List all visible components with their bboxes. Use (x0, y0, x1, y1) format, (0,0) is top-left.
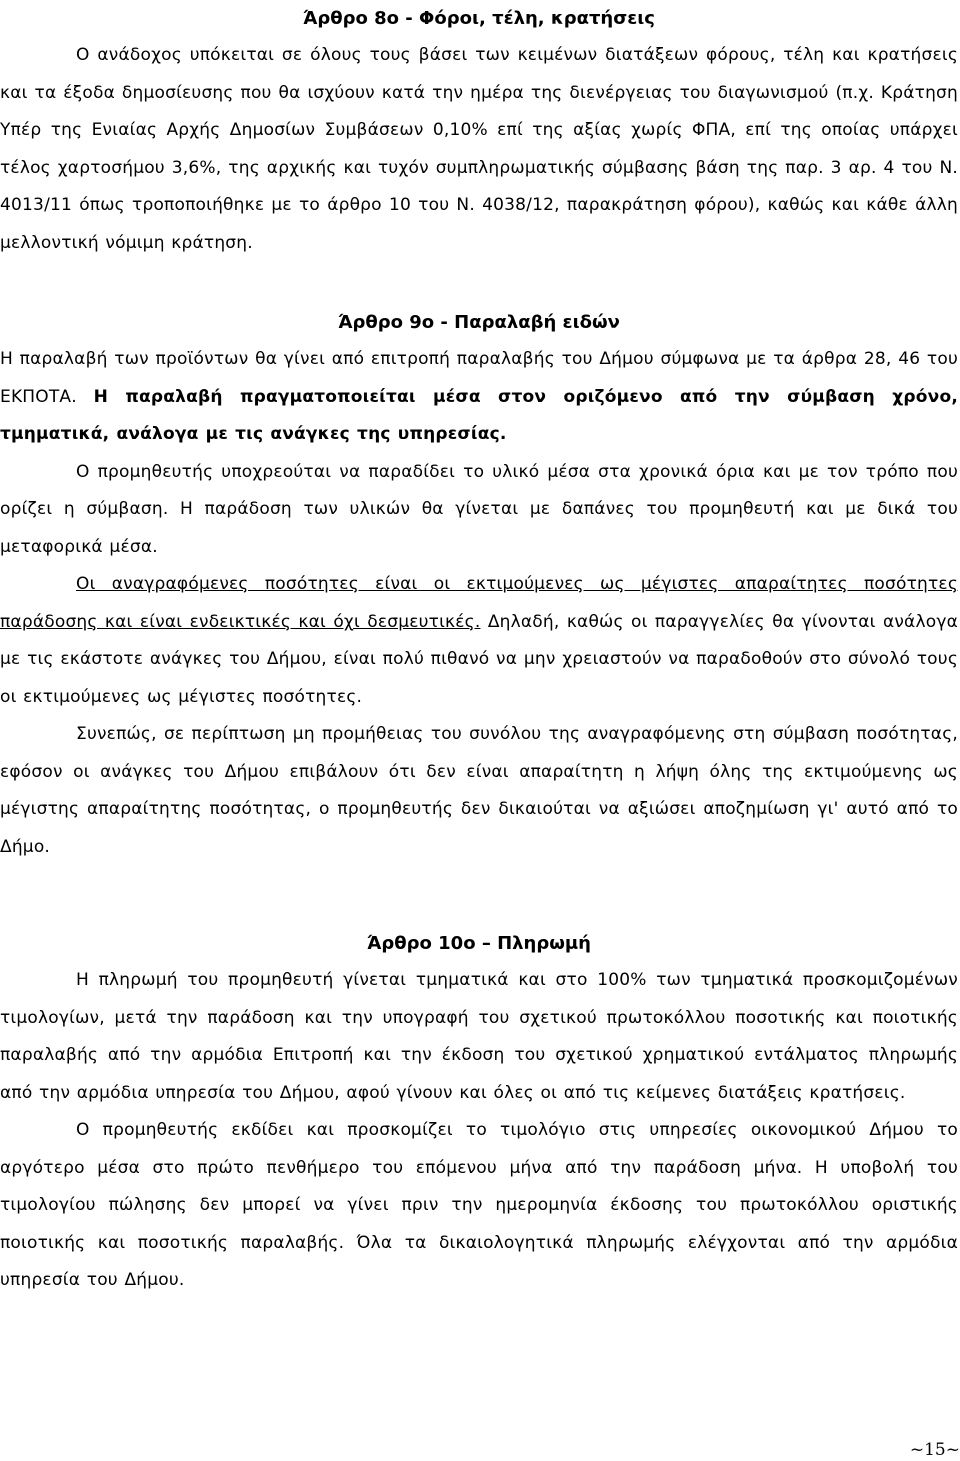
article-10-paragraph-2: Ο προμηθευτής εκδίδει και προσκομίζει το τιμολόγιο στις υπηρεσίες οικονομικού Δήμου το αργότερο μέσα στο πρώτο πενθήμερο του επόμενου μήνα από την παράδοση μήνα. Η υποβολή του τιμολογίου πώλησης δεν μπορεί να γίνει πριν την ημερομηνία έκδοσης του πρωτοκόλλου οριστικής ποιοτικής και ποσοτικής παραλαβής. Όλα τα δικαιολογητικά πληρωμής ελέγχονται από την αρμόδια υπηρεσία του Δήμου. (0, 1120, 958, 1290)
article-9-paragraph-1-bold: Η παραλαβή πραγματοποιείται μέσα στον οριζόμενο από την σύμβαση χρόνο, τμηματικά, ανάλογα με τις ανάγκες της υπηρεσίας. (0, 386, 958, 444)
article-9-paragraph-1-text: Η παραλαβή των προϊόντων θα γίνει από επιτροπή παραλαβής του Δήμου σύμφωνα με τα άρθρα 28, 46 του ΕΚΠΟΤΑ. (0, 349, 958, 407)
article-9-paragraph-1 (0, 341, 958, 454)
article-9-paragraph-2: Ο προμηθευτής υποχρεούται να παραδίδει το υλικό μέσα στα χρονικά όρια και με τον τρόπο που ορίζει η σύμβαση. Η παράδοση των υλικών θα γίνεται με δαπάνες του προμηθευτή και με δικά του μεταφορικά μέσα. (0, 461, 958, 557)
article-9-paragraph-3 (0, 566, 958, 716)
article-8-title: Άρθρο 8ο - Φόροι, τέλη, κρατήσεις (303, 8, 655, 29)
article-10-title: Άρθρο 10ο – Πληρωμή (367, 933, 591, 954)
article-10-paragraph-1: Η πληρωμή του προμηθευτή γίνεται τμηματικά και στο 100% των τμηματικά προσκομιζομένων τιμολογίων, μετά την παράδοση και την υπογραφή του σχετικού πρωτοκόλλου ποσοτικής και ποιοτικής παραλαβής από την αρμόδια Επιτροπή και την έκδοση του σχετικού χρηματικού εντάλματος πληρωμής από την αρμόδια υπηρεσία του Δήμου, αφού γίνουν και όλες οι από τις κείμενες διατάξεις κρατήσεις. (0, 970, 958, 1103)
article-9-paragraph-3-underlined: Οι αναγραφόμενες ποσότητες είναι οι εκτιμούμενες ως μέγιστες απαραίτητες ποσότητες παράδοσης και είναι ενδεικτικές και όχι δεσμευτικές. (0, 574, 958, 632)
article-8-paragraph: Ο ανάδοχος υπόκειται σε όλους τους βάσει των κειμένων διατάξεων φόρους, τέλη και κρατήσεις και τα έξοδα δημοσίευσης που θα ισχύουν κατά την ημέρα της διενέργειας του διαγωνισμού (π.χ. Κράτηση Υπέρ της Ενιαίας Αρχής Δημοσίων Συμβάσεων 0,10% επί της αξίας χωρίς ΦΠΑ, επί της οποίας υπάρχει τέλος χαρτοσήμου 3,6%, της αρχικής και τυχόν συμπληρωματικής σύμβασης βάση της παρ. 3 αρ. 4 του Ν. 4013/11 όπως τροποποιήθηκε με το άρθρο 10 του Ν. 4038/12, παρακράτηση φόρου), καθώς και κάθε άλλη μελλοντική νόμιμη κράτηση. (0, 45, 958, 253)
article-9-title: Άρθρο 9ο - Παραλαβή ειδών (338, 312, 620, 333)
page-number: ~15~ (909, 1440, 960, 1460)
article-9-paragraph-4: Συνεπώς, σε περίπτωση μη προμήθειας του συνόλου της αναγραφόμενης στη σύμβαση ποσότητας, εφόσον οι ανάγκες του Δήμου επιβάλουν ότι δεν είναι απαραίτητη η λήψη όλης της εκτιμούμενης ως μέγιστης απαραίτητης ποσότητας, ο προμηθευτής δεν δικαιούται να αξιώσει αποζημίωση γι' αυτό από το Δήμο. (0, 724, 958, 857)
article-9-paragraph-3-text: Δηλαδή, καθώς οι παραγγελίες θα γίνονται ανάλογα με τις εκάστοτε ανάγκες του Δήμου, είναι πολύ πιθανό να μην χρειαστούν να παραδοθούν στο σύνολό τους οι εκτιμούμενες ως μέγιστες ποσότητες. (0, 611, 958, 707)
